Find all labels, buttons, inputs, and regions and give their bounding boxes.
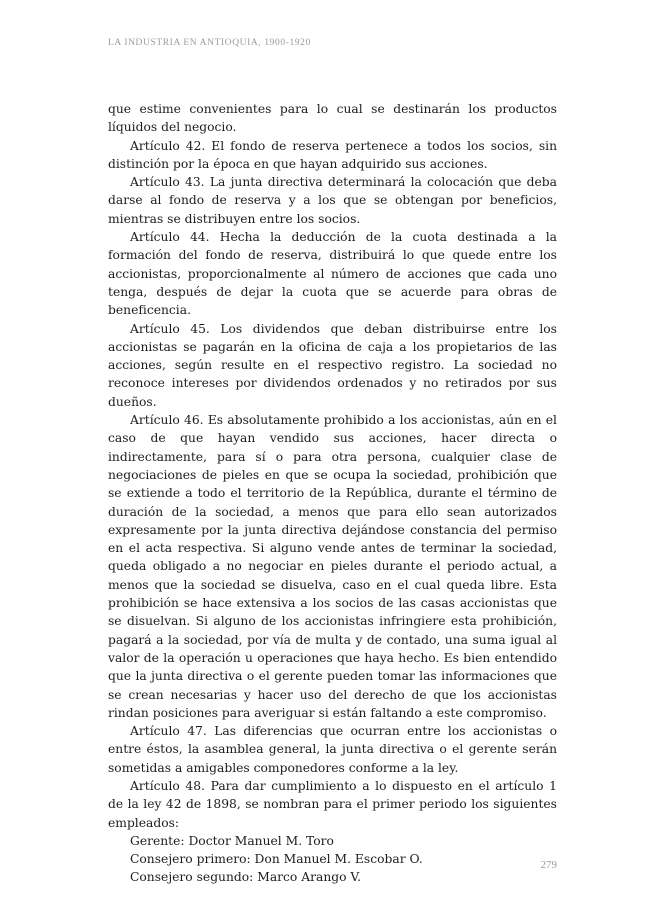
running-head: LA INDUSTRIA EN ANTIOQUIA, 1900-1920 [108, 38, 311, 48]
article-45: Artículo 45. Los dividendos que deban distribuirse entre los accionistas se pagarán en la oficina de caja a los propietarios de las acciones, según resulte en el respectivo registro. La sociedad no reconoce intereses por dividendos ordenados y no retirados por sus dueños. [108, 321, 557, 409]
article-44: Artículo 44. Hecha la deducción de la cuota destinada a la formación del fondo de reserva, distribuirá lo que quede entre los accionistas, proporcionalmente al número de acciones que cada uno tenga, después de dejar la cuota que se acuerde para obras de beneficencia. [108, 230, 557, 318]
page-number: 279 [540, 859, 557, 871]
appointment-consejero-primero: Consejero primero: Don Manuel M. Escobar O. [130, 852, 423, 867]
appointment-gerente: Gerente: Doctor Manuel M. Toro [130, 833, 334, 848]
article-43: Artículo 43. La junta directiva determinará la colocación que deba darse al fondo de reserva y a los que se obtengan por beneficios, mientras se distribuyen entre los socios. [108, 175, 557, 226]
body-text [108, 100, 557, 887]
article-46: Artículo 46. Es absolutamente prohibido a los accionistas, aún en el caso de que hayan vendido sus acciones, hacer directa o indirectamente, para sí o para otra persona, cualquier clase de negociaciones de pieles en que se ocupa la sociedad, prohibición que se extiende a todo el territorio de la República, durante el término de duración de la sociedad, a menos que para ello sean autorizados expresamente por la junta directiva dejándose constancia del permiso en el acta respectiva. Si alguno vende antes de terminar la sociedad, queda obligado a no negociar en pieles durante el periodo actual, a menos que la sociedad se disuelva, caso en el cual queda libre. Esta prohibición se hace extensiva a los socios de las casas accionistas que se disuelvan. Si alguno de los accionistas infringiere esta prohibición, pagará a la sociedad, por vía de multa y de contado, una suma igual al valor de la operación u operaciones que haya hecho. Es bien entendido que la junta directiva o el gerente pueden tomar las informaciones que se crean necesarias y hacer uso del derecho de que los accionistas rindan posiciones para averiguar si están faltando a este compromiso. [108, 413, 557, 720]
appointment-consejero-segundo: Consejero segundo: Marco Arango V. [130, 870, 362, 885]
article-42: Artículo 42. El fondo de reserva pertenece a todos los socios, sin distinción por la época en que hayan adquirido sus acciones. [108, 138, 557, 171]
article-48: Artículo 48. Para dar cumplimiento a lo dispuesto en el artículo 1 de la ley 42 de 1898, se nombran para el primer periodo los siguientes empleados: [108, 778, 557, 830]
paragraph-continuation: que estime convenientes para lo cual se destinarán los productos líquidos del negocio. [108, 102, 557, 135]
article-47: Artículo 47. Las diferencias que ocurran entre los accionistas o entre éstos, la asamblea general, la junta directiva o el gerente serán sometidas a amigables componedores conforme a la ley. [108, 724, 557, 775]
